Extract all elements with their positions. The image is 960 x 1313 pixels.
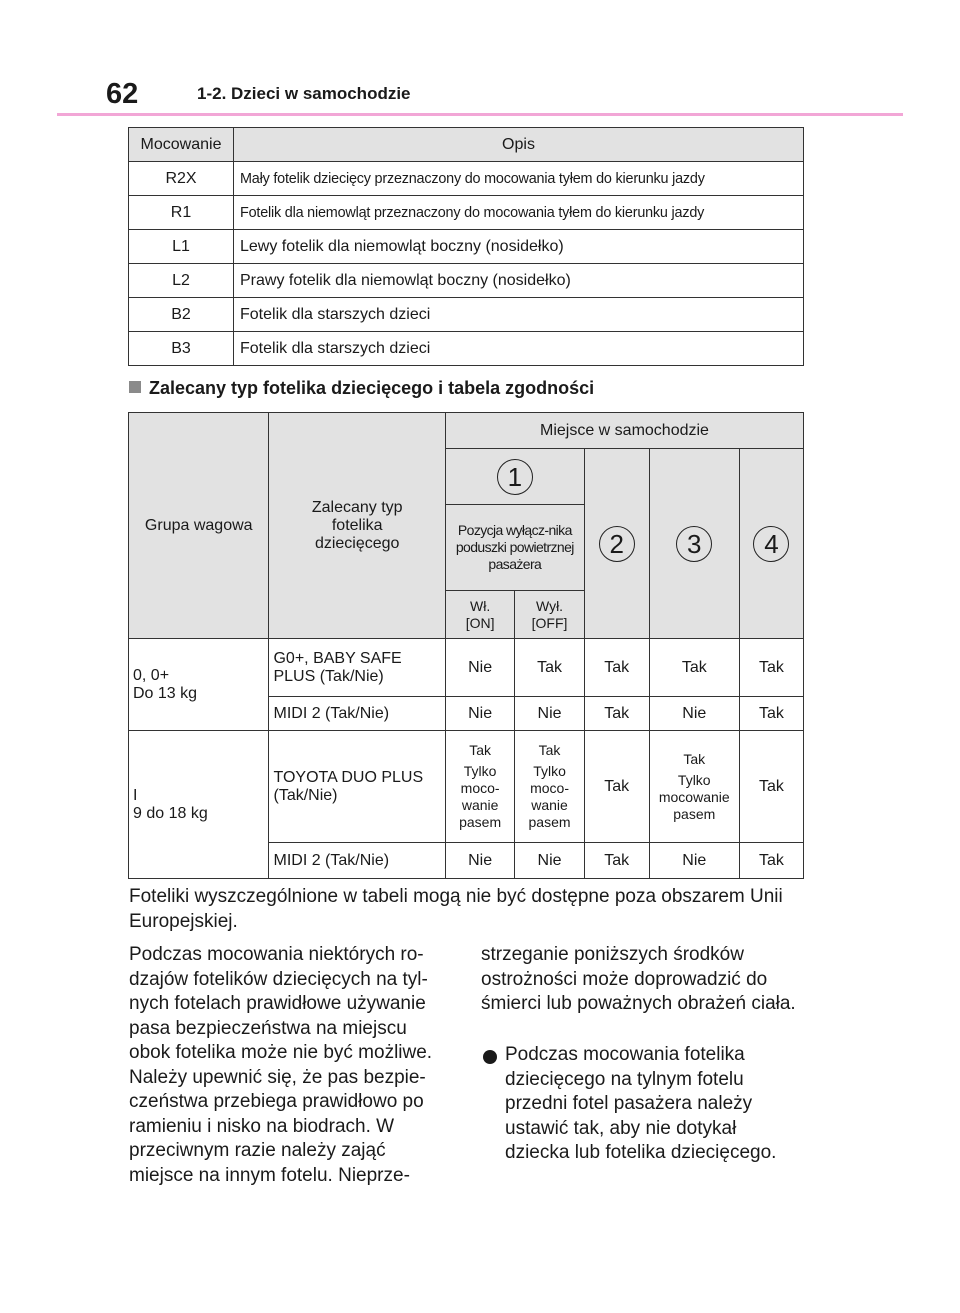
- mount-code: B2: [129, 298, 234, 332]
- switch-on-header: Wł. [ON]: [445, 591, 514, 639]
- page-header: [0, 0, 960, 120]
- compatibility-table: [128, 412, 804, 879]
- column-header: Mocowanie: [129, 128, 234, 162]
- seat-type-cell: TOYOTA DUO PLUS (Tak/Nie): [269, 731, 445, 843]
- value-cell: Nie: [649, 843, 739, 879]
- mount-description: Mały fotelik dziecięcy przeznaczony do mocowania tyłem do kierunku jazdy: [234, 162, 804, 196]
- mount-code: L1: [129, 230, 234, 264]
- seat-2-header: [584, 449, 649, 639]
- square-bullet-icon: [129, 381, 141, 393]
- availability-note: Foteliki wyszczególnione w tabeli mogą nie być dostępne poza obszarem Unii Europejskiej.: [129, 886, 783, 932]
- header-weight-group: Grupa wagowa: [129, 413, 269, 639]
- value-cell: [445, 731, 514, 843]
- seat-4-icon: 4: [753, 526, 789, 562]
- mount-description: Fotelik dla starszych dzieci: [234, 332, 804, 366]
- table-row: [129, 264, 804, 298]
- body-text-left: Podczas mocowania niektórych ro-dzajów fotelików dziecięcych na tyl-nych fotelach prawidłowe używanie pasa bezpieczeństwa na miejscu obok fotelika może nie być możliwe. Należy upewnić się, że pas bezpie-czeństwa przebiega prawidłowo po ramieniu i nisko na biodrach. W przeciwnym razie należy zająć miejsce na innym fotelu. Nieprze-: [129, 944, 433, 1186]
- seat-type-cell: MIDI 2 (Tak/Nie): [269, 843, 445, 879]
- table-row: [129, 230, 804, 264]
- value-cell: Nie: [445, 697, 514, 731]
- seat-1-header: [445, 449, 584, 505]
- weight-group-label: I: [133, 786, 138, 804]
- table-row: [129, 298, 804, 332]
- mount-description: Prawy fotelik dla niemowląt boczny (nosidełko): [234, 264, 804, 298]
- table-row: [129, 639, 804, 697]
- value-cell: Tak: [739, 731, 803, 843]
- value-cell: [649, 731, 739, 843]
- value-cell: Nie: [445, 843, 514, 879]
- value-cell: Tak: [515, 639, 584, 697]
- weight-group-label: 0, 0+: [133, 666, 170, 684]
- section-heading: [129, 378, 594, 399]
- page-number: 62: [106, 78, 139, 110]
- section-title: 1-2. Dzieci w samochodzie: [197, 84, 411, 103]
- seat-2-icon: 2: [599, 526, 635, 562]
- header-divider: [57, 113, 903, 116]
- seat-3-header: [649, 449, 739, 639]
- value-cell: Nie: [515, 843, 584, 879]
- value-yes: Tak: [469, 742, 492, 758]
- table-row: [129, 332, 804, 366]
- value-cell: Nie: [515, 697, 584, 731]
- value-cell: Tak: [584, 697, 649, 731]
- value-yes: Tak: [683, 750, 706, 767]
- mounting-table: [128, 127, 804, 366]
- value-cell: Tak: [584, 731, 649, 843]
- table-row: [129, 196, 804, 230]
- value-cell: Tak: [739, 639, 803, 697]
- weight-group-cell: [129, 731, 269, 879]
- mount-description: Fotelik dla starszych dzieci: [234, 298, 804, 332]
- value-cell: Tak: [739, 697, 803, 731]
- mount-code: B3: [129, 332, 234, 366]
- value-cell: Tak: [649, 639, 739, 697]
- seat-4-header: [739, 449, 803, 639]
- weight-range: Do 13 kg: [133, 684, 198, 702]
- section-heading-text: Zalecany typ fotelika dziecięcego i tabela zgodności: [149, 378, 595, 398]
- mount-code: L2: [129, 264, 234, 298]
- value-cell: Nie: [649, 697, 739, 731]
- table-row: [129, 731, 804, 843]
- seat-type-cell: G0+, BABY SAFE PLUS (Tak/Nie): [269, 639, 445, 697]
- value-cell: Tak: [584, 843, 649, 879]
- value-cell: Tak: [584, 639, 649, 697]
- body-text-right: strzeganie poniższych środków ostrożności może doprowadzić do śmierci lub poważnych obrażeń ciała.: [481, 944, 796, 1014]
- weight-range: 9 do 18 kg: [133, 804, 208, 822]
- value-yes: Tak: [538, 742, 561, 758]
- value-note: Tylko moco-wanie pasem: [459, 763, 502, 830]
- mount-code: R2X: [129, 162, 234, 196]
- mount-code: R1: [129, 196, 234, 230]
- value-cell: Tak: [739, 843, 803, 879]
- seat-type-cell: MIDI 2 (Tak/Nie): [269, 697, 445, 731]
- value-cell: [515, 731, 584, 843]
- column-header: Opis: [234, 128, 804, 162]
- seat-3-icon: 3: [676, 526, 712, 562]
- header-vehicle-position: Miejsce w samochodzie: [445, 413, 803, 449]
- seat-1-icon: 1: [497, 459, 533, 495]
- bullet-text: Podczas mocowania fotelika dziecięcego na tylnym fotelu przedni fotel pasażera należy ustawić tak, aby nie dotykał dziecka lub fotelika dziecięcego.: [505, 1044, 777, 1163]
- value-note: Tylko mocowanie pasem: [658, 771, 730, 822]
- table-row: [129, 162, 804, 196]
- weight-group-cell: [129, 639, 269, 731]
- mount-description: Fotelik dla niemowląt przeznaczony do mocowania tyłem do kierunku jazdy: [234, 196, 804, 230]
- table-header-row: [129, 128, 804, 162]
- value-cell: Nie: [445, 639, 514, 697]
- header-seat-type: Zalecany typ fotelika dziecięcego: [269, 413, 445, 639]
- switch-off-header: Wył. [OFF]: [515, 591, 584, 639]
- mount-description: Lewy fotelik dla niemowląt boczny (nosidełko): [234, 230, 804, 264]
- value-note: Tylko moco-wanie pasem: [528, 763, 571, 830]
- airbag-switch-note: Pozycja wyłącz-nika poduszki powietrznej pasażera: [445, 505, 584, 591]
- bullet-icon: [483, 1050, 497, 1064]
